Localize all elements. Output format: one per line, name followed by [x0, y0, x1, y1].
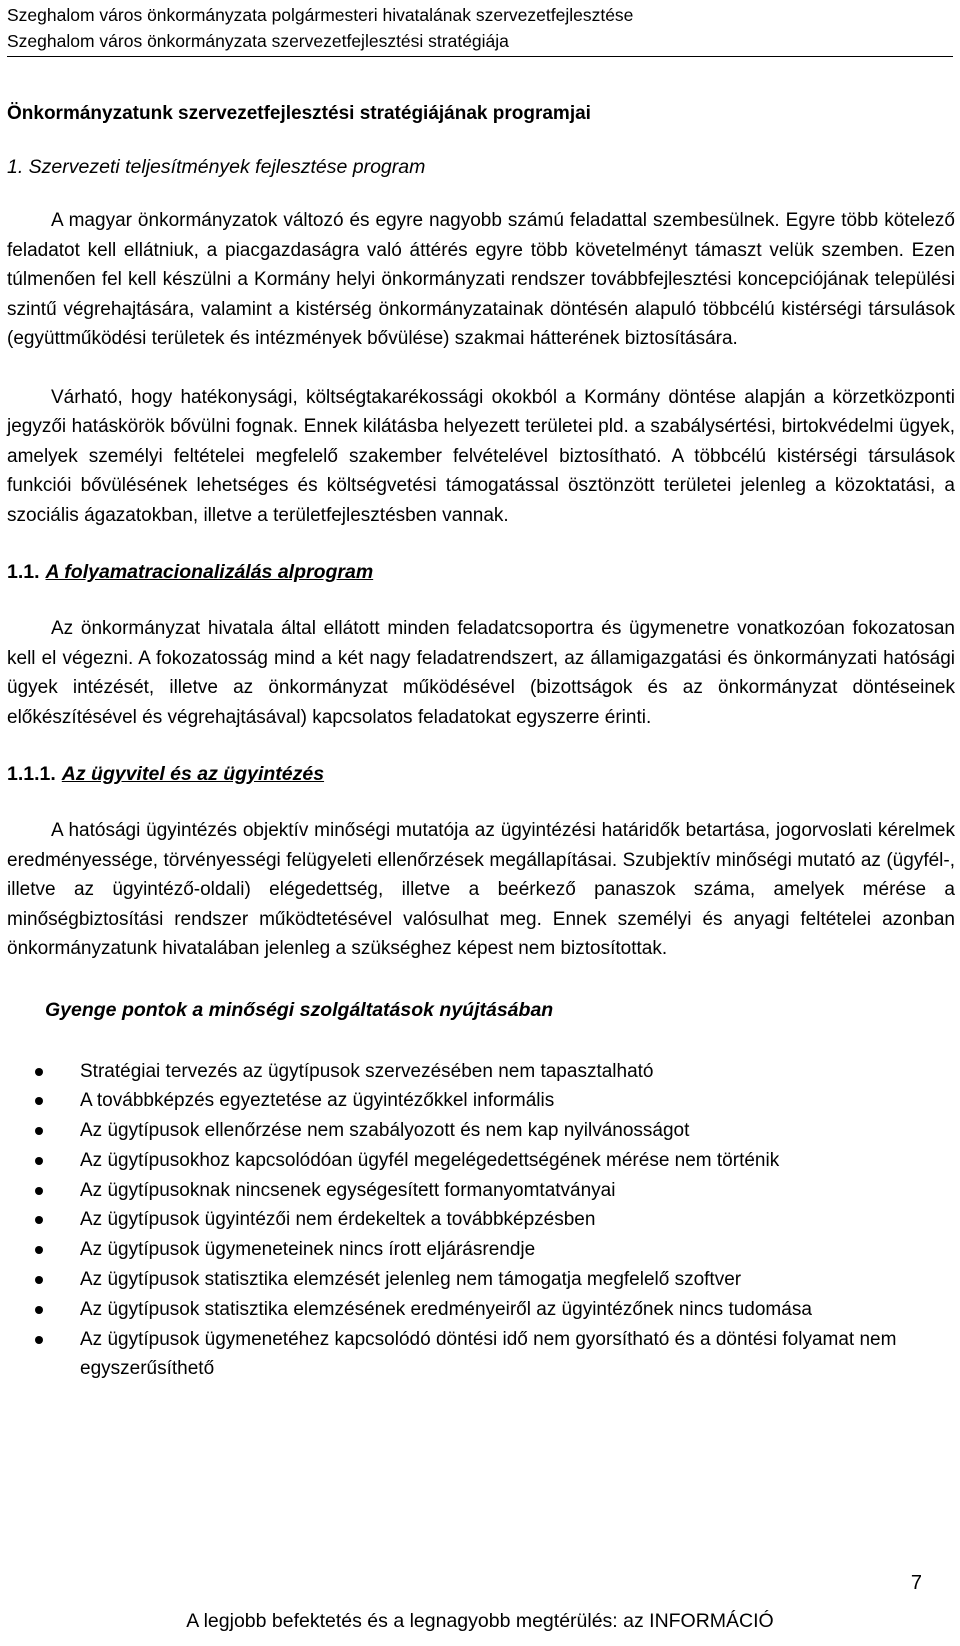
- bullet-icon: [35, 1068, 43, 1076]
- paragraph-1: A magyar önkormányzatok változó és egyre nagyobb számú feladattal szembesülnek. Egyre több kötelező feladatot kell ellátniuk, a piacgazdaságra való áttérés egyre több követelményt támaszt velük szemben. Ezen túlmenően fel kell készülni a Kormány helyi önkormányzati rendszer továbbfejlesztési koncepciójának települési szintű végrehajtására, valamint a kistérség önkormányzatainak döntésén alapuló többcélú kistérségi társulások (együttműködési területek és intézmények bővülése) szakmai hátterének biztosítására.: [7, 210, 955, 349]
- list-item: [7, 1146, 955, 1176]
- list-item: [7, 1205, 955, 1235]
- list-item-text: Az ügytípusok statisztika elemzését jelenleg nem támogatja megfelelő szoftver: [80, 1269, 742, 1291]
- list-item: [7, 1295, 955, 1325]
- bullet-icon: [35, 1216, 43, 1224]
- subprogram-heading: [7, 559, 955, 585]
- list-item-text: Az ügytípusok ügymenetéhez kapcsolódó döntési idő nem gyorsítható és a döntési folyamat nem egyszerűsíthető: [80, 1328, 897, 1380]
- bullet-icon: [35, 1336, 43, 1344]
- document-body: [7, 101, 955, 1384]
- page-number: 7: [910, 1572, 922, 1594]
- paragraph-4: A hatósági ügyintézés objektív minőségi mutatója az ügyintézési határidők betartása, jogorvoslati kérelmek eredményessége, törvényességi felügyeleti ellenőrzések megállapításai. Szubjektív minőségi mutató az (ügyfél-, illetve az ügyintéző-oldali) elégedettség, illetve a beérkező panaszok száma, amelyek mérése a minőségbiztosítási rendszer működtetésével valósulhat meg. Ennek személyi és anyagi feltételei azonban önkormányzatunk hivatalában jelenleg a szükséghez képest nem biztosítottak.: [7, 820, 955, 959]
- list-item: [7, 1235, 955, 1265]
- section-number: 1.1.1.: [7, 763, 56, 785]
- subprogram-title: A folyamatracionalizálás alprogram: [45, 561, 374, 583]
- section-heading: [7, 761, 955, 787]
- bullet-icon: [35, 1276, 43, 1284]
- page-header: [7, 2, 633, 54]
- bullet-icon: [35, 1127, 43, 1135]
- bullet-icon: [35, 1246, 43, 1254]
- list-item-text: Az ügytípusok ügyintézői nem érdekeltek a továbbképzésben: [80, 1209, 596, 1231]
- subprogram-number: 1.1.: [7, 561, 40, 583]
- list-item: [7, 1086, 955, 1116]
- list-item-text: A továbbképzés egyeztetése az ügyintézőkkel informális: [80, 1090, 555, 1112]
- list-item-text: Az ügytípusok statisztika elemzésének eredményeiről az ügyintézőnek nincs tudomása: [80, 1298, 812, 1320]
- list-item: [7, 1116, 955, 1146]
- list-item-text: Az ügytípusok ügymeneteinek nincs írott eljárásrendje: [80, 1239, 536, 1261]
- section-title: Az ügyvitel és az ügyintézés: [61, 763, 325, 785]
- list-item: [7, 1325, 955, 1385]
- paragraph-2: Várható, hogy hatékonysági, költségtakarékossági okokból a Kormány döntése alapján a körzetközponti jegyzői hatáskörök bővülni fognak. Ennek kilátásba helyezett területei pld. a szabálysértési, birtokvédelmi ügyek, amelyek személyi feltételei megfelelő szakember felvételével biztosítható. A többcélú kistérségi társulások funkciói bővülésének lehetséges és költségvetési támogatással ösztönzött területei jelenleg a közoktatási, a szociális ágazatokban, illetve a területfejlesztésben vannak.: [7, 386, 955, 526]
- list-item: [7, 1265, 955, 1295]
- header-divider: [7, 56, 953, 57]
- page-footer: A legjobb befektetés és a legnagyobb megtérülés: az INFORMÁCIÓ: [186, 1610, 774, 1632]
- bullet-icon: [35, 1187, 43, 1195]
- list-item: [7, 1057, 955, 1087]
- list-item-text: Az ügytípusoknak nincsenek egységesített formanyomtatványai: [80, 1179, 616, 1201]
- list-item-text: Az ügytípusok ellenőrzése nem szabályozott és nem kap nyilvánosságot: [80, 1120, 690, 1142]
- header-line-2: Szeghalom város önkormányzata szervezetfejlesztési stratégiája: [7, 31, 509, 51]
- list-item: [7, 1176, 955, 1206]
- bullet-icon: [35, 1097, 43, 1105]
- bullet-icon: [35, 1157, 43, 1165]
- list-item-text: Az ügytípusokhoz kapcsolódóan ügyfél megelégedettségének mérése nem történik: [80, 1149, 780, 1171]
- list-item-text: Stratégiai tervezés az ügytípusok szervezésében nem tapasztalható: [80, 1060, 654, 1082]
- program-title: 1. Szervezeti teljesítmények fejlesztése program: [7, 156, 426, 178]
- document-title: Önkormányzatunk szervezetfejlesztési stratégiájának programjai: [7, 103, 591, 124]
- header-line-1: Szeghalom város önkormányzata polgármesteri hivatalának szervezetfejlesztése: [7, 5, 634, 25]
- paragraph-3: Az önkormányzat hivatala által ellátott minden feladatcsoportra és ügymenetre vonatkozóan fokozatosan kell el végezni. A fokozatosság mind a két nagy feladatrendszert, az államigazgatási és önkormányzati hatósági ügyek intézését, illetve az önkormányzat működésével (bizottságok és az önkormányzat döntéseinek előkészítésével és végrehajtásával) kapcsolatos feladatokat egyszerre érinti.: [7, 618, 955, 728]
- weak-points-title: Gyenge pontok a minőségi szolgáltatások nyújtásában: [45, 998, 554, 1021]
- weak-points-list: [7, 1057, 955, 1385]
- bullet-icon: [35, 1306, 43, 1314]
